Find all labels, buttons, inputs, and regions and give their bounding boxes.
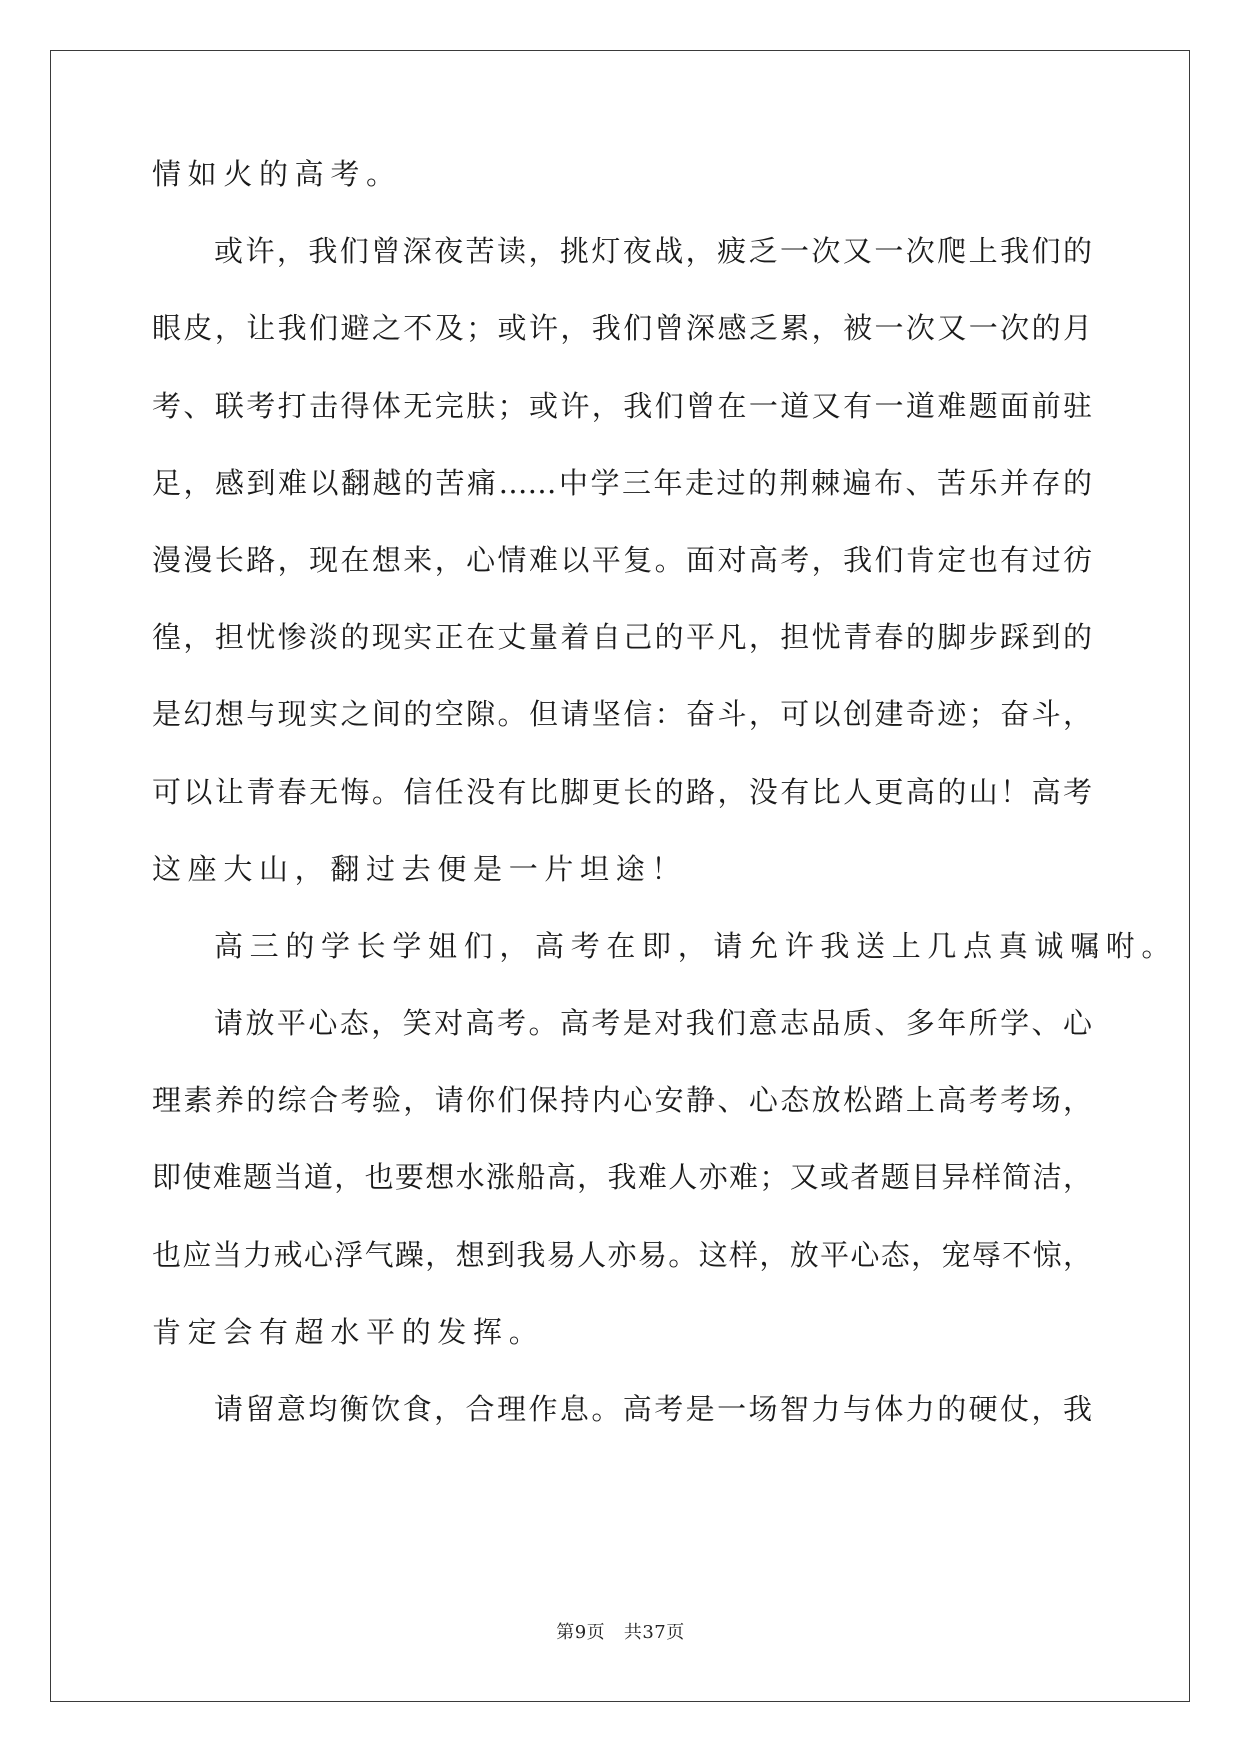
text-line: 可以让青春无悔。信任没有比脚更长的路，没有比人更高的山！高考 — [152, 774, 1092, 809]
text-line: 徨，担忧惨淡的现实正在丈量着自己的平凡，担忧青春的脚步踩到的 — [152, 620, 1092, 655]
text-line: 是幻想与现实之间的空隙。但请坚信：奋斗，可以创建奇迹；奋斗， — [152, 697, 1092, 732]
text-line: 眼皮，让我们避之不及；或许，我们曾深感乏累，被一次又一次的月 — [152, 311, 1092, 346]
text-line: 足，感到难以翻越的苦痛……中学三年走过的荆棘遍布、苦乐并存的 — [152, 465, 1092, 500]
text-line: 或许，我们曾深夜苦读，挑灯夜战，疲乏一次又一次爬上我们的 — [214, 234, 1092, 269]
text-line: 肯定会有超水平的发挥。 — [152, 1314, 545, 1349]
text-line: 也应当力戒心浮气躁，想到我易人亦易。这样，放平心态，宠辱不惊， — [152, 1237, 1092, 1272]
text-line: 高三的学长学姐们，高考在即，请允许我送上几点真诚嘱咐。 — [214, 928, 1178, 963]
text-line: 情如火的高考。 — [152, 157, 402, 191]
text-line: 漫漫长路，现在想来，心情难以平复。面对高考，我们肯定也有过彷 — [152, 542, 1092, 577]
text-line: 请放平心态，笑对高考。高考是对我们意志品质、多年所学、心 — [214, 1006, 1092, 1041]
page-footer — [0, 1618, 1241, 1644]
text-line: 理素养的综合考验，请你们保持内心安静、心态放松踏上高考考场， — [152, 1083, 1092, 1118]
text-line: 这座大山，翻过去便是一片坦途！ — [152, 851, 688, 886]
footer-spacer — [605, 1622, 624, 1643]
text-line: 请留意均衡饮食，合理作息。高考是一场智力与体力的硬仗，我 — [214, 1392, 1092, 1426]
text-line: 即使难题当道，也要想水涨船高，我难人亦难；又或者题目异样简洁， — [152, 1160, 1092, 1195]
document-body — [152, 157, 1178, 1472]
text-line: 考、联考打击得体无完肤；或许，我们曾在一道又有一道难题面前驻 — [152, 388, 1092, 423]
page-total: 共37页 — [623, 1622, 685, 1643]
page-number: 第9页 — [556, 1622, 606, 1643]
